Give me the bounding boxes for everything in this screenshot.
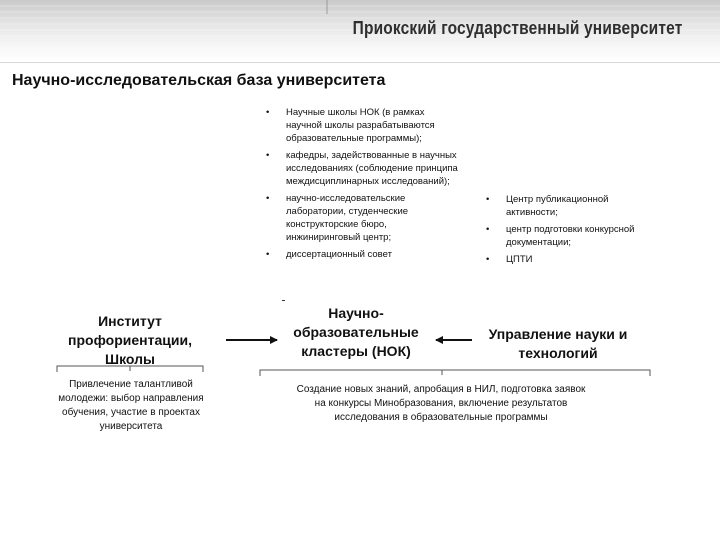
list-item: • ЦПТИ: [486, 254, 533, 265]
divider: [282, 300, 285, 301]
institute-description: Привлечение талантливой молодежи: выбор направления обучения, участие в проектах университета: [58, 379, 204, 432]
nok-components-list: [266, 106, 462, 265]
page-title: Научно-исследовательская база университета: [12, 72, 386, 89]
bracket-research: [260, 370, 650, 376]
bullet-icon: •: [266, 249, 270, 260]
list-item: • Центр публикационной активности;: [486, 194, 609, 218]
bullet-icon: •: [266, 107, 270, 118]
management-units-list: [486, 193, 636, 270]
bullet-icon: •: [486, 254, 490, 265]
institute-block-title: Институт профориентации, Школы: [68, 313, 192, 367]
list-item: • центр подготовки конкурсной документации;: [486, 224, 635, 248]
bullet-icon: •: [266, 150, 270, 161]
clusters-block-title: Научно-образовательные кластеры (НОК): [293, 305, 419, 359]
research-description: Создание новых знаний, апробация в НИЛ, подготовка заявок на конкурсы Минобразования, включение результатов исследования в образовательные программы: [296, 384, 586, 423]
bullet-icon: •: [486, 224, 490, 235]
list-item: • Научные школы НОК (в рамках научной школы разрабатываются образовательные программы);: [266, 107, 435, 144]
list-item: • кафедры, задействованные в научных исследованиях (соблюдение принципа междисциплинарных исследований);: [266, 150, 458, 187]
university-name: Приокский государственный университет: [352, 18, 682, 38]
header-divider: [0, 62, 720, 63]
bullet-icon: •: [266, 193, 270, 204]
list-item: • научно-исследовательские лаборатории, студенческие конструкторские бюро, инжиниринговый центр;: [266, 193, 409, 243]
list-item: • диссертационный совет: [266, 249, 392, 260]
bullet-icon: •: [486, 194, 490, 205]
management-block-title: Управление науки и технологий: [488, 326, 628, 361]
